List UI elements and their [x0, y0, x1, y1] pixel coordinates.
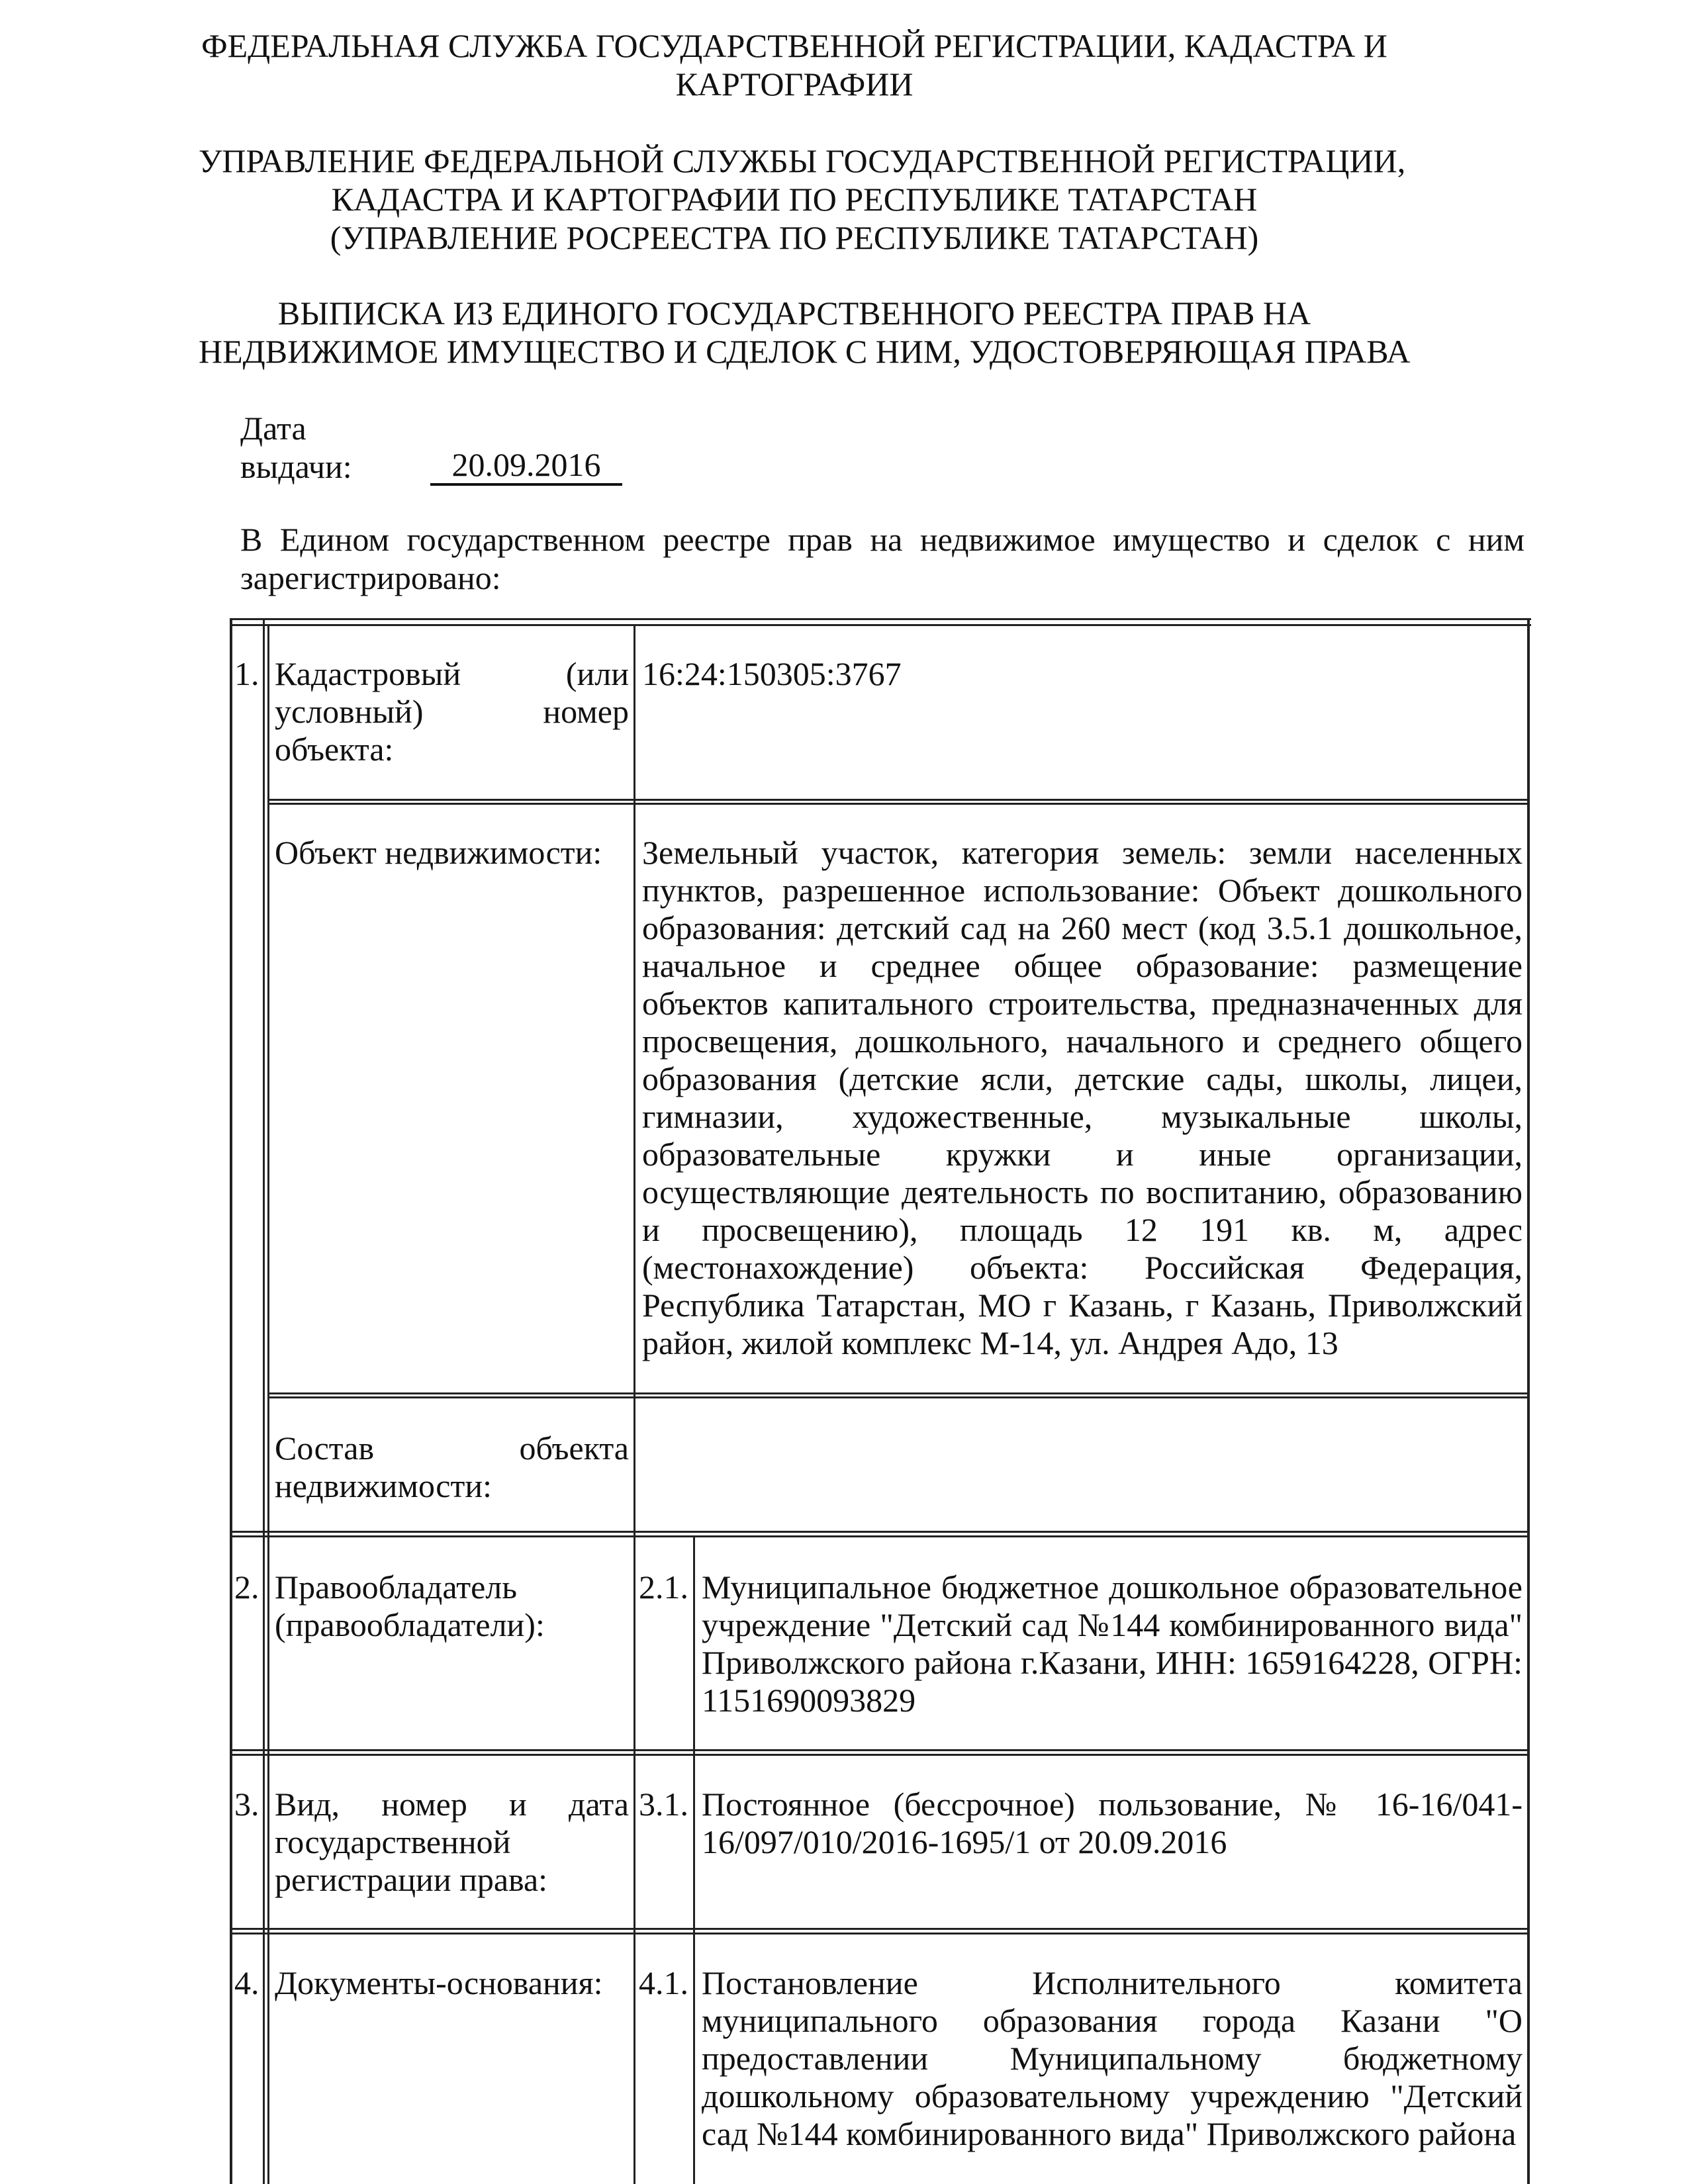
document-title — [199, 294, 1411, 371]
office-heading-line: УПРАВЛЕНИЕ ФЕДЕРАЛЬНОЙ СЛУЖБЫ ГОСУДАРСТВЕННОЙ РЕГИСТРАЦИИ, — [199, 142, 1406, 179]
basis-documents-value: Постановление Исполнительного комитета муниципального образования города Казани "О предоставлении Муниципальному бюджетному дошкольному образовательному учреждению "Детский сад №144 комбинированного вида" Приволжского района — [702, 1964, 1523, 2152]
row-number: 1. — [234, 655, 259, 692]
property-object-value: Земельный участок, категория земель: земли населенных пунктов, разрешенное использование: Объект дошкольного образования: детский сад на 260 мест (код 3.5.1 дошкольное, начальное и среднее общее образование: размещение объектов капитального строительства, предназначенных для просвещения, дошкольного, начального и среднего общего образования (детские ясли, детские сады, школы, лицеи, гимназии, художественные, музыкальные школы, образовательные кружки и иные организации, осуществляющие деятельность по воспитанию, образованию и просвещению), площадь 12 191 кв. м, адрес (местонахождение) объекта: Российская Федерация, Республика Татарстан, МО г Казань, г Казань, Приволжский район, жилой комплекс М-14, ул. Андрея Адо, 13 — [642, 834, 1523, 1361]
office-heading-line: КАДАСТРА И КАРТОГРАФИИ ПО РЕСПУБЛИКЕ ТАТАРСТАН — [331, 181, 1258, 218]
table-border — [267, 1392, 1529, 1394]
table-border — [267, 1396, 1529, 1398]
row-number: 2. — [234, 1569, 259, 1606]
document-title-line: ВЫПИСКА ИЗ ЕДИНОГО ГОСУДАРСТВЕННОГО РЕЕСТРА ПРАВ НА — [277, 295, 1311, 332]
table-border — [267, 624, 269, 2184]
sub-number: 3.1. — [639, 1786, 688, 1823]
agency-heading-line: КАРТОГРАФИИ — [675, 66, 914, 103]
document-title-line: НЕДВИЖИМОЕ ИМУЩЕСТВО И СДЕЛОК С НИМ, УДОСТОВЕРЯЮЩАЯ ПРАВА — [199, 333, 1411, 370]
table-border — [1527, 618, 1530, 2184]
property-composition-label: Состав объекта недвижимости: — [275, 1430, 629, 1504]
sub-number: 2.1. — [639, 1569, 688, 1606]
table-border — [267, 803, 1529, 805]
issue-date-label-line: Дата — [240, 410, 306, 447]
office-heading-line: (УПРАВЛЕНИЕ РОСРЕЕСТРА ПО РЕСПУБЛИКЕ ТАТАРСТАН) — [330, 219, 1259, 256]
intro-paragraph: В Едином государственном реестре прав на недвижимое имущество и сделок с ним зарегистрировано: — [240, 521, 1524, 596]
table-border — [263, 618, 265, 2184]
registration-value: Постоянное (бессрочное) пользование, № 16-16/041-16/097/010/2016-1695/1 от 20.09.2016 — [702, 1786, 1523, 1860]
table-border — [230, 1535, 1529, 1537]
table-border — [267, 799, 1529, 801]
basis-documents-label: Документы-основания: — [275, 1964, 603, 2001]
table-border — [230, 1928, 1529, 1930]
registration-label: Вид, номер и дата государственной регистрации права: — [275, 1786, 629, 1898]
cadastral-number-label: Кадастровый (или условный) номер объекта: — [275, 655, 629, 768]
table-border — [230, 1933, 1529, 1934]
cadastral-number-value: 16:24:150305:3767 — [642, 655, 902, 692]
agency-heading-line: ФЕДЕРАЛЬНАЯ СЛУЖБА ГОСУДАРСТВЕННОЙ РЕГИСТРАЦИИ, КАДАСТРА И — [201, 27, 1387, 64]
sub-number: 4.1. — [639, 1964, 688, 2001]
table-border — [693, 1537, 695, 2184]
table-border — [230, 1754, 1529, 1756]
table-border — [230, 624, 1531, 626]
table-border — [230, 1749, 1529, 1751]
table-border — [230, 1531, 1529, 1533]
table-border — [633, 624, 635, 2184]
office-heading — [199, 142, 1406, 257]
table-border — [230, 618, 232, 2184]
right-holder-value: Муниципальное бюджетное дошкольное образовательное учреждение "Детский сад №144 комбинированного вида" Приволжского района г.Казани, ИНН: 1659164228, ОГРН: 1151690093829 — [702, 1569, 1523, 1719]
issue-date-label — [240, 409, 352, 486]
issue-date-label-line: выдачи: — [240, 448, 352, 485]
table-border — [230, 618, 1531, 620]
row-number: 4. — [234, 1964, 259, 2001]
issue-date-value: 20.09.2016 — [430, 446, 622, 486]
agency-heading — [199, 26, 1390, 103]
row-number: 3. — [234, 1786, 259, 1823]
property-object-label: Объект недвижимости: — [275, 834, 602, 871]
right-holder-label: Правообладатель (правообладатели): — [275, 1569, 545, 1643]
